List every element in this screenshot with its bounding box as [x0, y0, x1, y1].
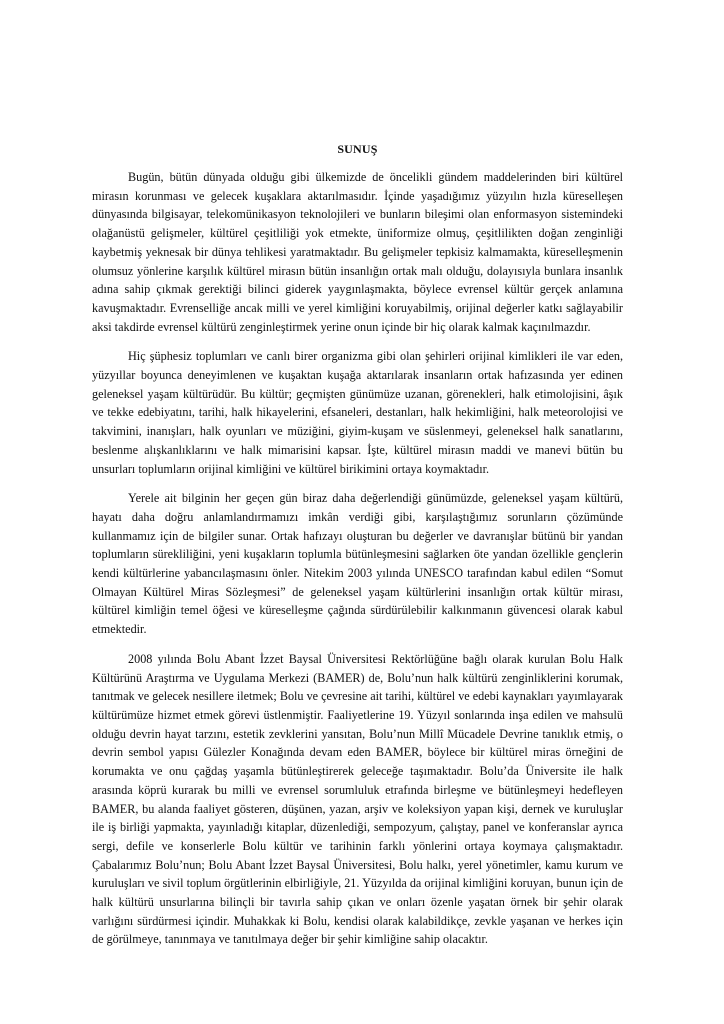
page-title: SUNUŞ [337, 142, 378, 156]
paragraph-3: Yerele ait bilginin her geçen gün biraz daha değerlendiği günümüzde, geleneksel yaşam kültürü, hayatı daha doğru anlamlandırmamızı imkân verdiği gibi, karşılaştığımız sorunların çözümünde kullanmamız için de bilgiler sunar. Ortak hafızayı oluşturan bu değerler ve davranışlar bütünü bir yandan toplumların sürekliliğini, yeni kuşakların toplumla bütünleşmesini sağlarken öte yandan özellikle gençlerin kendi kültürlerine yabancılaşmasını önler. Nitekim 2003 yılında UNESCO tarafından kabul edilen “Somut Olmayan Kültürel Miras Sözleşmesi” de geleneksel yaşam kültürlerini insanlığın ortak kültür mirası, kültürel kimliğin temel öğesi ve küreselleşme çağında sürdürülebilir kalkınmanın güvencesi olarak kabul etmektedir. [92, 491, 623, 637]
paragraph-2: Hiç şüphesiz toplumları ve canlı birer organizma gibi olan şehirleri orijinal kimlikleri ile var eden, yüzyıllar boyunca deneyimlenen ve kuşaktan kuşağa aktarılarak insanların ortak hafızasında yer edinen geleneksel yaşam kültürüdür. Bu kültür; geçmişten günümüze uzanan, görenekleri, halk etimolojisini, âşık ve tekke edebiyatını, tarihi, halk hikayelerini, efsaneleri, destanları, halk hekimliğini, halk meteorolojisi ve takvimini, inanışları, halk oyunları ve müziğini, giyim-kuşam ve süslenmeyi, geleneksel halk sanatlarını, beslenme alışkanlıklarını ve halk mimarisini kapsar. İşte, kültürel mirasın maddi ve manevi bütün bu unsurları toplumların orijinal kimliğini ve kültürel birikimini ortaya koymaktadır. [92, 349, 623, 476]
paragraph-1: Bugün, bütün dünyada olduğu gibi ülkemizde de öncelikli gündem maddelerinden biri kültürel mirasın korunması ve gelecek kuşaklara aktarılmasıdır. İçinde yaşadığımız yüzyılın hızla küreselleşen dünyasında bilgisayar, telekomünikasyon teknolojileri ve bunların bileşimi olan enformasyon sistemindeki olağanüstü gelişmeler, kültürel çeşitliliği yok etmekte, üniformize olmuş, çeşitlilikten doğan zenginliği kaybetmiş yeknesak bir dünya tehlikesi yaratmaktadır. Bu gelişmeler tepkisiz kalmamakta, küreselleşmenin olumsuz yönlerine karşılık kültürel mirasın bütün insanlığın ortak malı olduğu, dolayısıyla bunlara insanlık adına sahip çıkmak gerektiği bilinci giderek yaygınlaşmakta, böylece evrensel kültür gerçek anlamına kavuşmaktadır. Evrenselliğe ancak milli ve yerel kimliğini koruyabilmiş, orijinal değerler katkı sağlayabilir aksi takdirde evrensel kültürü zenginleştirmek yerine onun içinde bir hiç olarak kalmak kaçınılmazdır. [92, 170, 623, 334]
paragraph-4: 2008 yılında Bolu Abant İzzet Baysal Üniversitesi Rektörlüğüne bağlı olarak kurulan Bolu Halk Kültürünü Araştırma ve Uygulama Merkezi (BAMER) de, Bolu’nun halk kültürü zenginliklerini korumak, tanıtmak ve gelecek nesillere iletmek; Bolu ve çevresine ait tarihi, kültürel ve edebi kaynakları yayımlayarak kültürümüze hizmet etmek görevi üstlenmiştir. Faaliyetlerine 19. Yüzyıl sonlarında inşa edilen ve mahsulü olduğu devrin hayat tarzını, estetik zevklerini yansıtan, Bolu’nun Millî Mücadele Devrine tanıklık etmiş, o devrin sembol yapısı Gülezler Konağında devam eden BAMER, böylece bir kültürel miras örneğini de korumakta ve onu çağdaş yaşamla bütünleştirerek geleceğe taşımaktadır. Bolu’da Üniversite ile halk arasında köprü kurarak bu milli ve evrensel sorumluluk etrafında birleşme ve bütünleşmeyi hedefleyen BAMER, bu alanda faaliyet gösteren, düşünen, yazan, arşiv ve koleksiyon yapan kişi, dernek ve kuruluşlar ile iş birliği yapmakta, yayınladığı kitaplar, düzenlediği, sempozyum, çalıştay, panel ve konferanslar ayrıca sergi, defile ve konserlerle Bolu kültür ve tarihinin farklı yönlerini ortaya koymaya çalışmaktadır. Çabalarımız Bolu’nun; Bolu Abant İzzet Baysal Üniversitesi, Bolu halkı, yerel yönetimler, kamu kurum ve kuruluşları ve sivil toplum örgütlerinin elbirliğiyle, 21. Yüzyılda da orijinal kimliğini koruyan, bunun için de halk kültürü unsurlarına bilinçli bir tavırla sahip çıkan ve onları özenle yaşatan örnek bir şehir olarak varlığını sürdürmesi içindir. Muhakkak ki Bolu, kendisi olarak kalabildikçe, zevkle yaşanan ve herkes için de görülmeye, tanınmaya ve tanıtılmaya değer bir şehir kimliğine sahip olacaktır. [92, 651, 623, 947]
